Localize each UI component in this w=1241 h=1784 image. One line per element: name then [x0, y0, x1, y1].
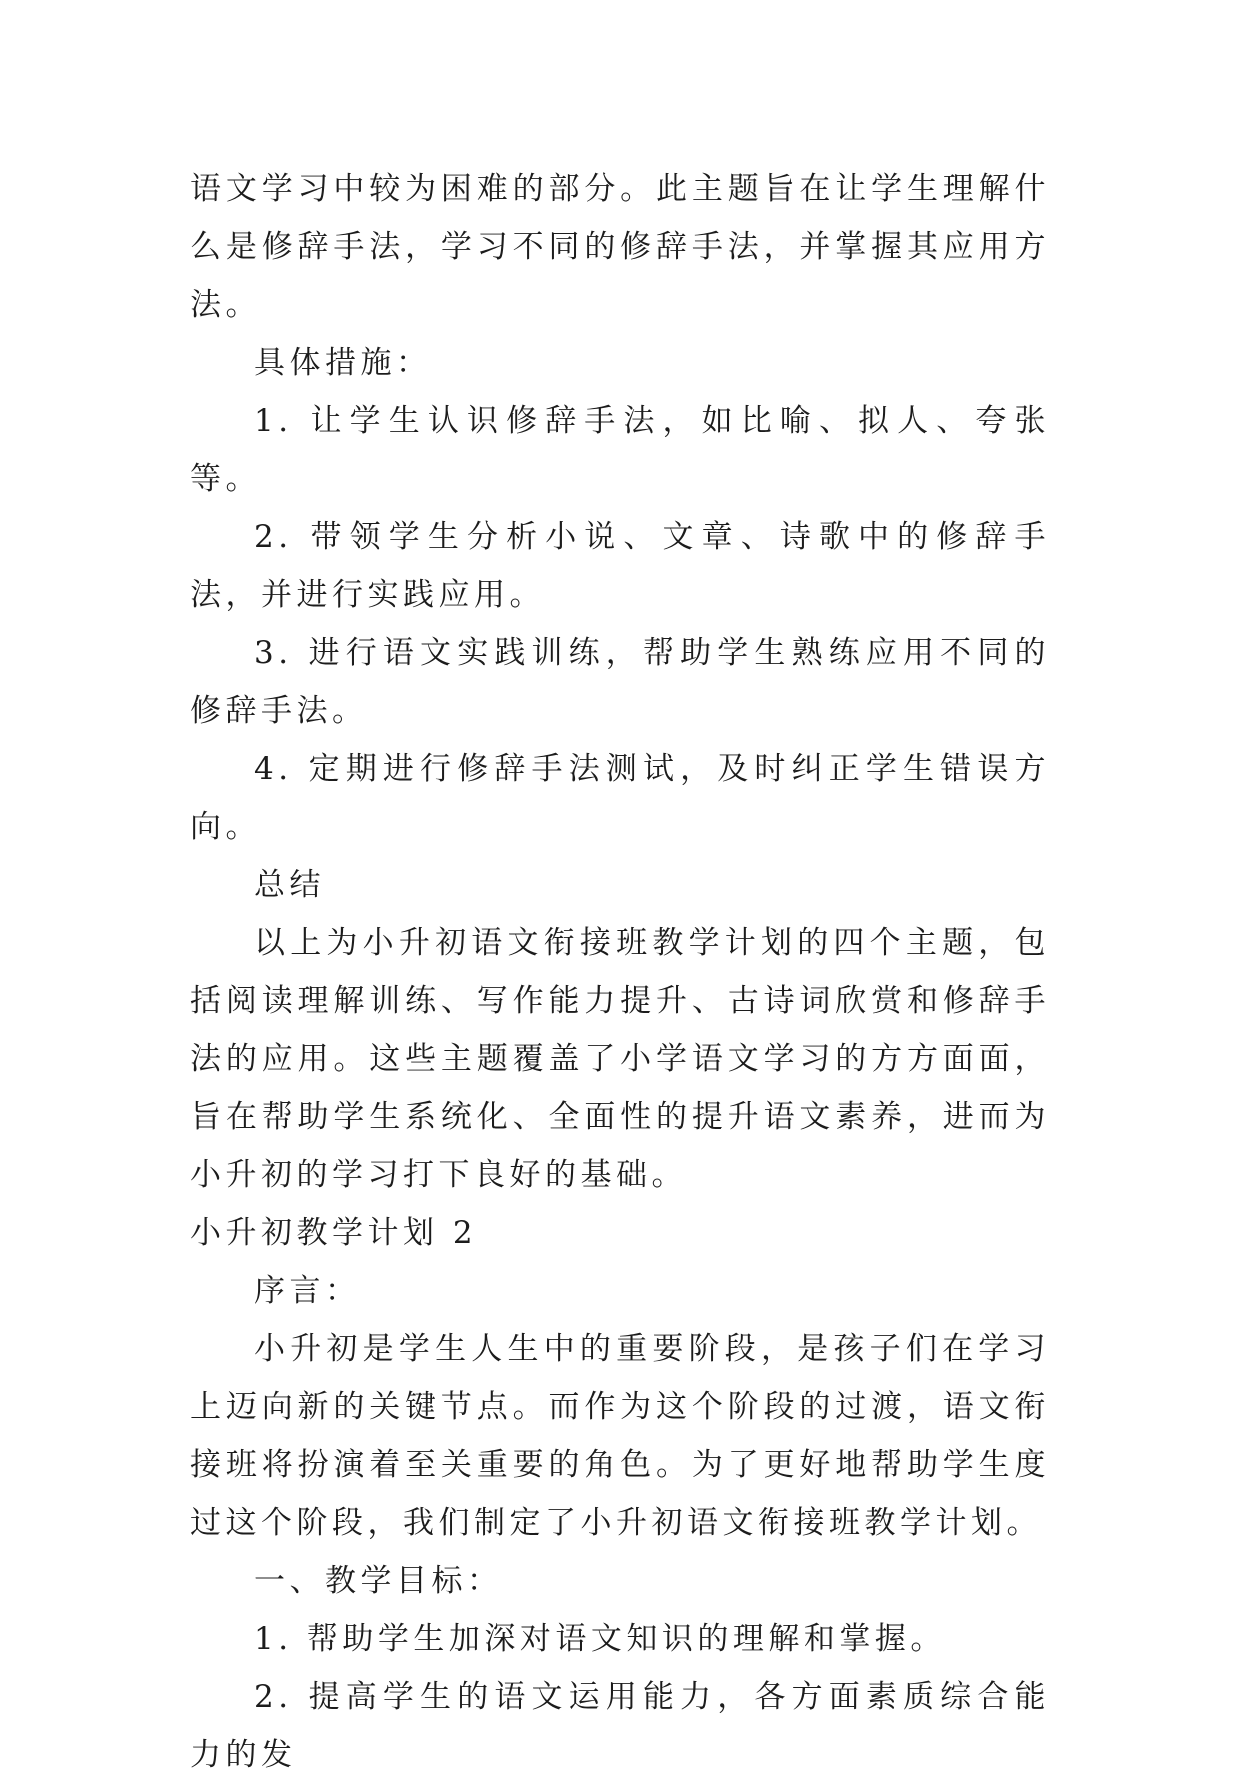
list-item: 2. 提高学生的语文运用能力，各方面素质综合能力的发 [190, 1679, 1050, 1773]
list-item: 1. 帮助学生加深对语文知识的理解和掌握。 [254, 1621, 946, 1657]
paragraph: 以上为小升初语文衔接班教学计划的四个主题，包括阅读理解训练、写作能力提升、古诗词欣赏和修辞手法的应用。这些主题覆盖了小学语文学习的方方面面，旨在帮助学生系统化、全面性的提升语文素养，进而为小升初的学习打下良好的基础。 [190, 925, 1050, 1193]
paragraph: 语文学习中较为困难的部分。此主题旨在让学生理解什么是修辞手法，学习不同的修辞手法，并掌握其应用方法。 [190, 171, 1050, 323]
section-heading: 一、教学目标： [254, 1563, 503, 1599]
document-body [190, 160, 1050, 1784]
section-heading: 总结 [254, 867, 325, 903]
list-item: 4. 定期进行修辞手法测试，及时纠正学生错误方向。 [190, 751, 1050, 845]
document-title: 小升初教学计划 2 [190, 1215, 478, 1251]
paragraph: 具体措施： [254, 345, 432, 381]
list-item: 1. 让学生认识修辞手法，如比喻、拟人、夸张等。 [190, 403, 1050, 497]
list-item: 2. 带领学生分析小说、文章、诗歌中的修辞手法，并进行实践应用。 [190, 519, 1050, 613]
section-heading: 序言： [254, 1273, 361, 1309]
list-item: 3. 进行语文实践训练，帮助学生熟练应用不同的修辞手法。 [190, 635, 1050, 729]
paragraph: 小升初是学生人生中的重要阶段，是孩子们在学习上迈向新的关键节点。而作为这个阶段的过渡，语文衔接班将扮演着至关重要的角色。为了更好地帮助学生度过这个阶段，我们制定了小升初语文衔接班教学计划。 [190, 1331, 1050, 1541]
